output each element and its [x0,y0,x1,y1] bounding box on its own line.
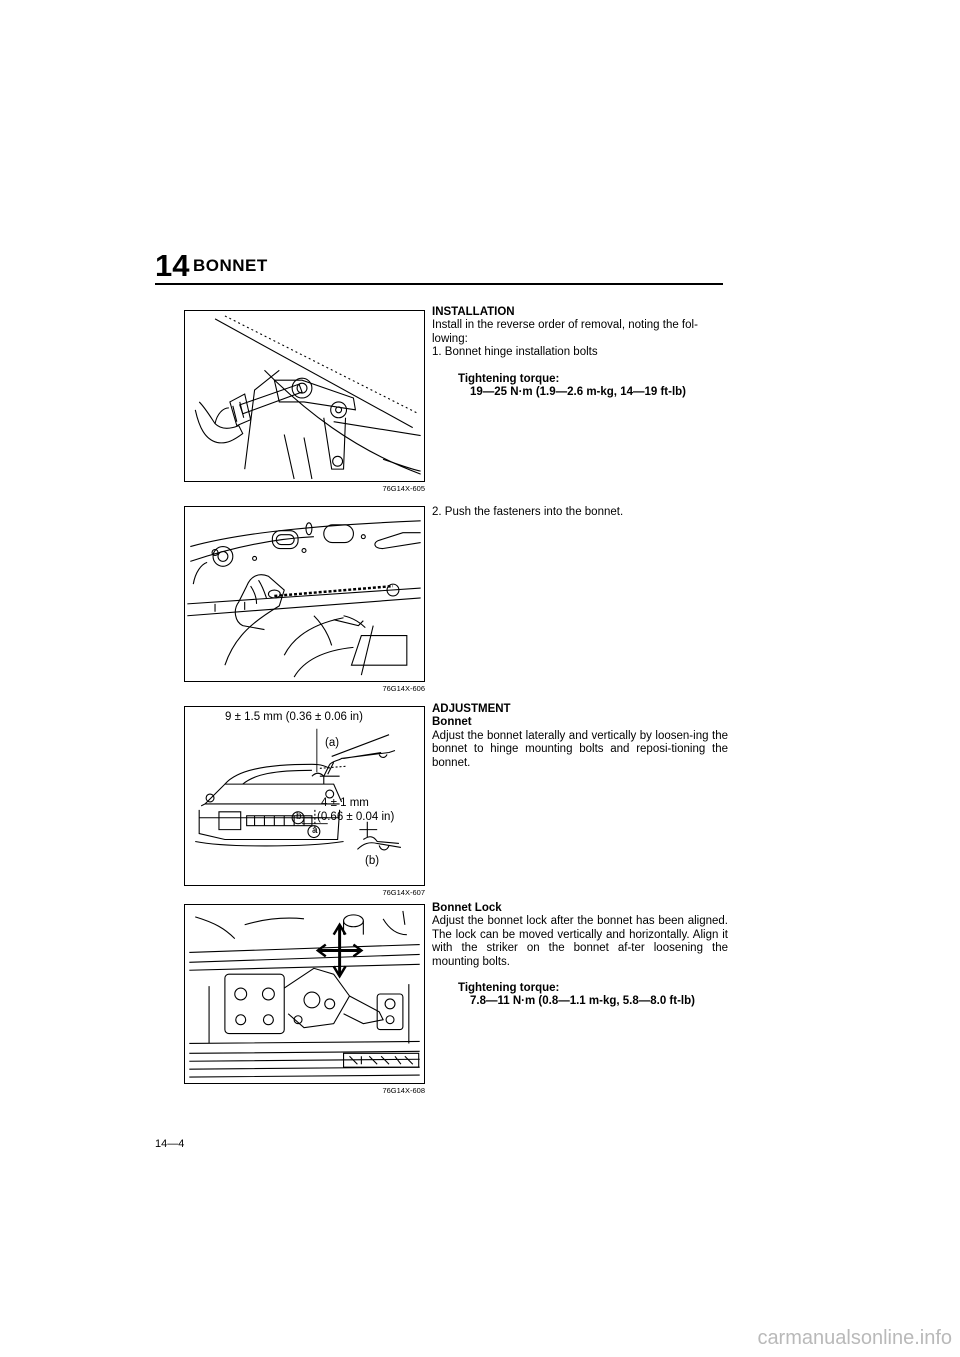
installation-section [432,306,728,399]
detail-a-label: (a) [325,737,340,749]
adjustment-section [432,703,728,770]
bonnet-subheading: Bonnet [432,716,472,729]
bonnet-lock-section [432,902,728,1009]
figure-hinge-bolts [184,310,425,482]
height-dimension-label: 4 ± 1 mm [321,797,369,809]
fasteners-illustration [185,507,424,681]
installation-heading: INSTALLATION [432,306,515,318]
hinge-bolts-illustration [185,311,424,481]
lock-torque-label: Tightening torque: [458,982,560,995]
detail-b-label: (b) [365,855,380,867]
figure-code: 76G14X-608 [382,1086,425,1095]
gap-dimension-label: 9 ± 1.5 mm (0.36 ± 0.06 in) [225,711,363,723]
bonnet-lock-subheading: Bonnet Lock [432,902,502,914]
torque-label: Tightening torque: [458,372,560,385]
adjustment-heading: ADJUSTMENT [432,703,511,715]
figure-fasteners [184,506,425,682]
bonnet-adjustment-text: Adjust the bonnet laterally and vertically by loosen-ing the bonnet to hinge mounting bolts and reposi-tioning the bonnet. [432,729,728,769]
bonnet-lock-illustration [185,905,424,1083]
page-number: 14—4 [155,1138,185,1150]
section-title: BONNET [193,256,268,275]
watermark-text: carmanualsonline.info [757,1327,952,1349]
section-number: 14 [155,248,190,283]
figure-code: 76G14X-607 [382,888,425,897]
height-dimension-label-in: (0.66 ± 0.04 in) [317,811,395,823]
bonnet-lock-text: Adjust the bonnet lock after the bonnet has been aligned. The lock can be moved vertically and horizontally. Align it with the striker on the bonnet af-ter loosening the mounting bolts. [432,915,728,968]
marker-a: a [312,825,318,836]
figure-code: 76G14X-606 [382,684,425,693]
marker-b: b [296,811,302,822]
figure-bonnet-adjustment [184,706,425,886]
installation-step-1: 1. Bonnet hinge installation bolts [432,346,598,359]
figure-bonnet-lock [184,904,425,1084]
bonnet-adjustment-illustration [185,707,424,885]
installation-intro: Install in the reverse order of removal, noting the fol-lowing: [432,319,698,345]
lock-torque-value: 7.8—11 N·m (0.8—1.1 m-kg, 5.8—8.0 ft-lb) [470,995,695,1008]
header-rule [155,283,723,285]
torque-value: 19—25 N·m (1.9—2.6 m-kg, 14—19 ft-lb) [470,386,687,399]
figure-code: 76G14X-605 [382,484,425,493]
installation-step-2: 2. Push the fasteners into the bonnet. [432,506,624,518]
